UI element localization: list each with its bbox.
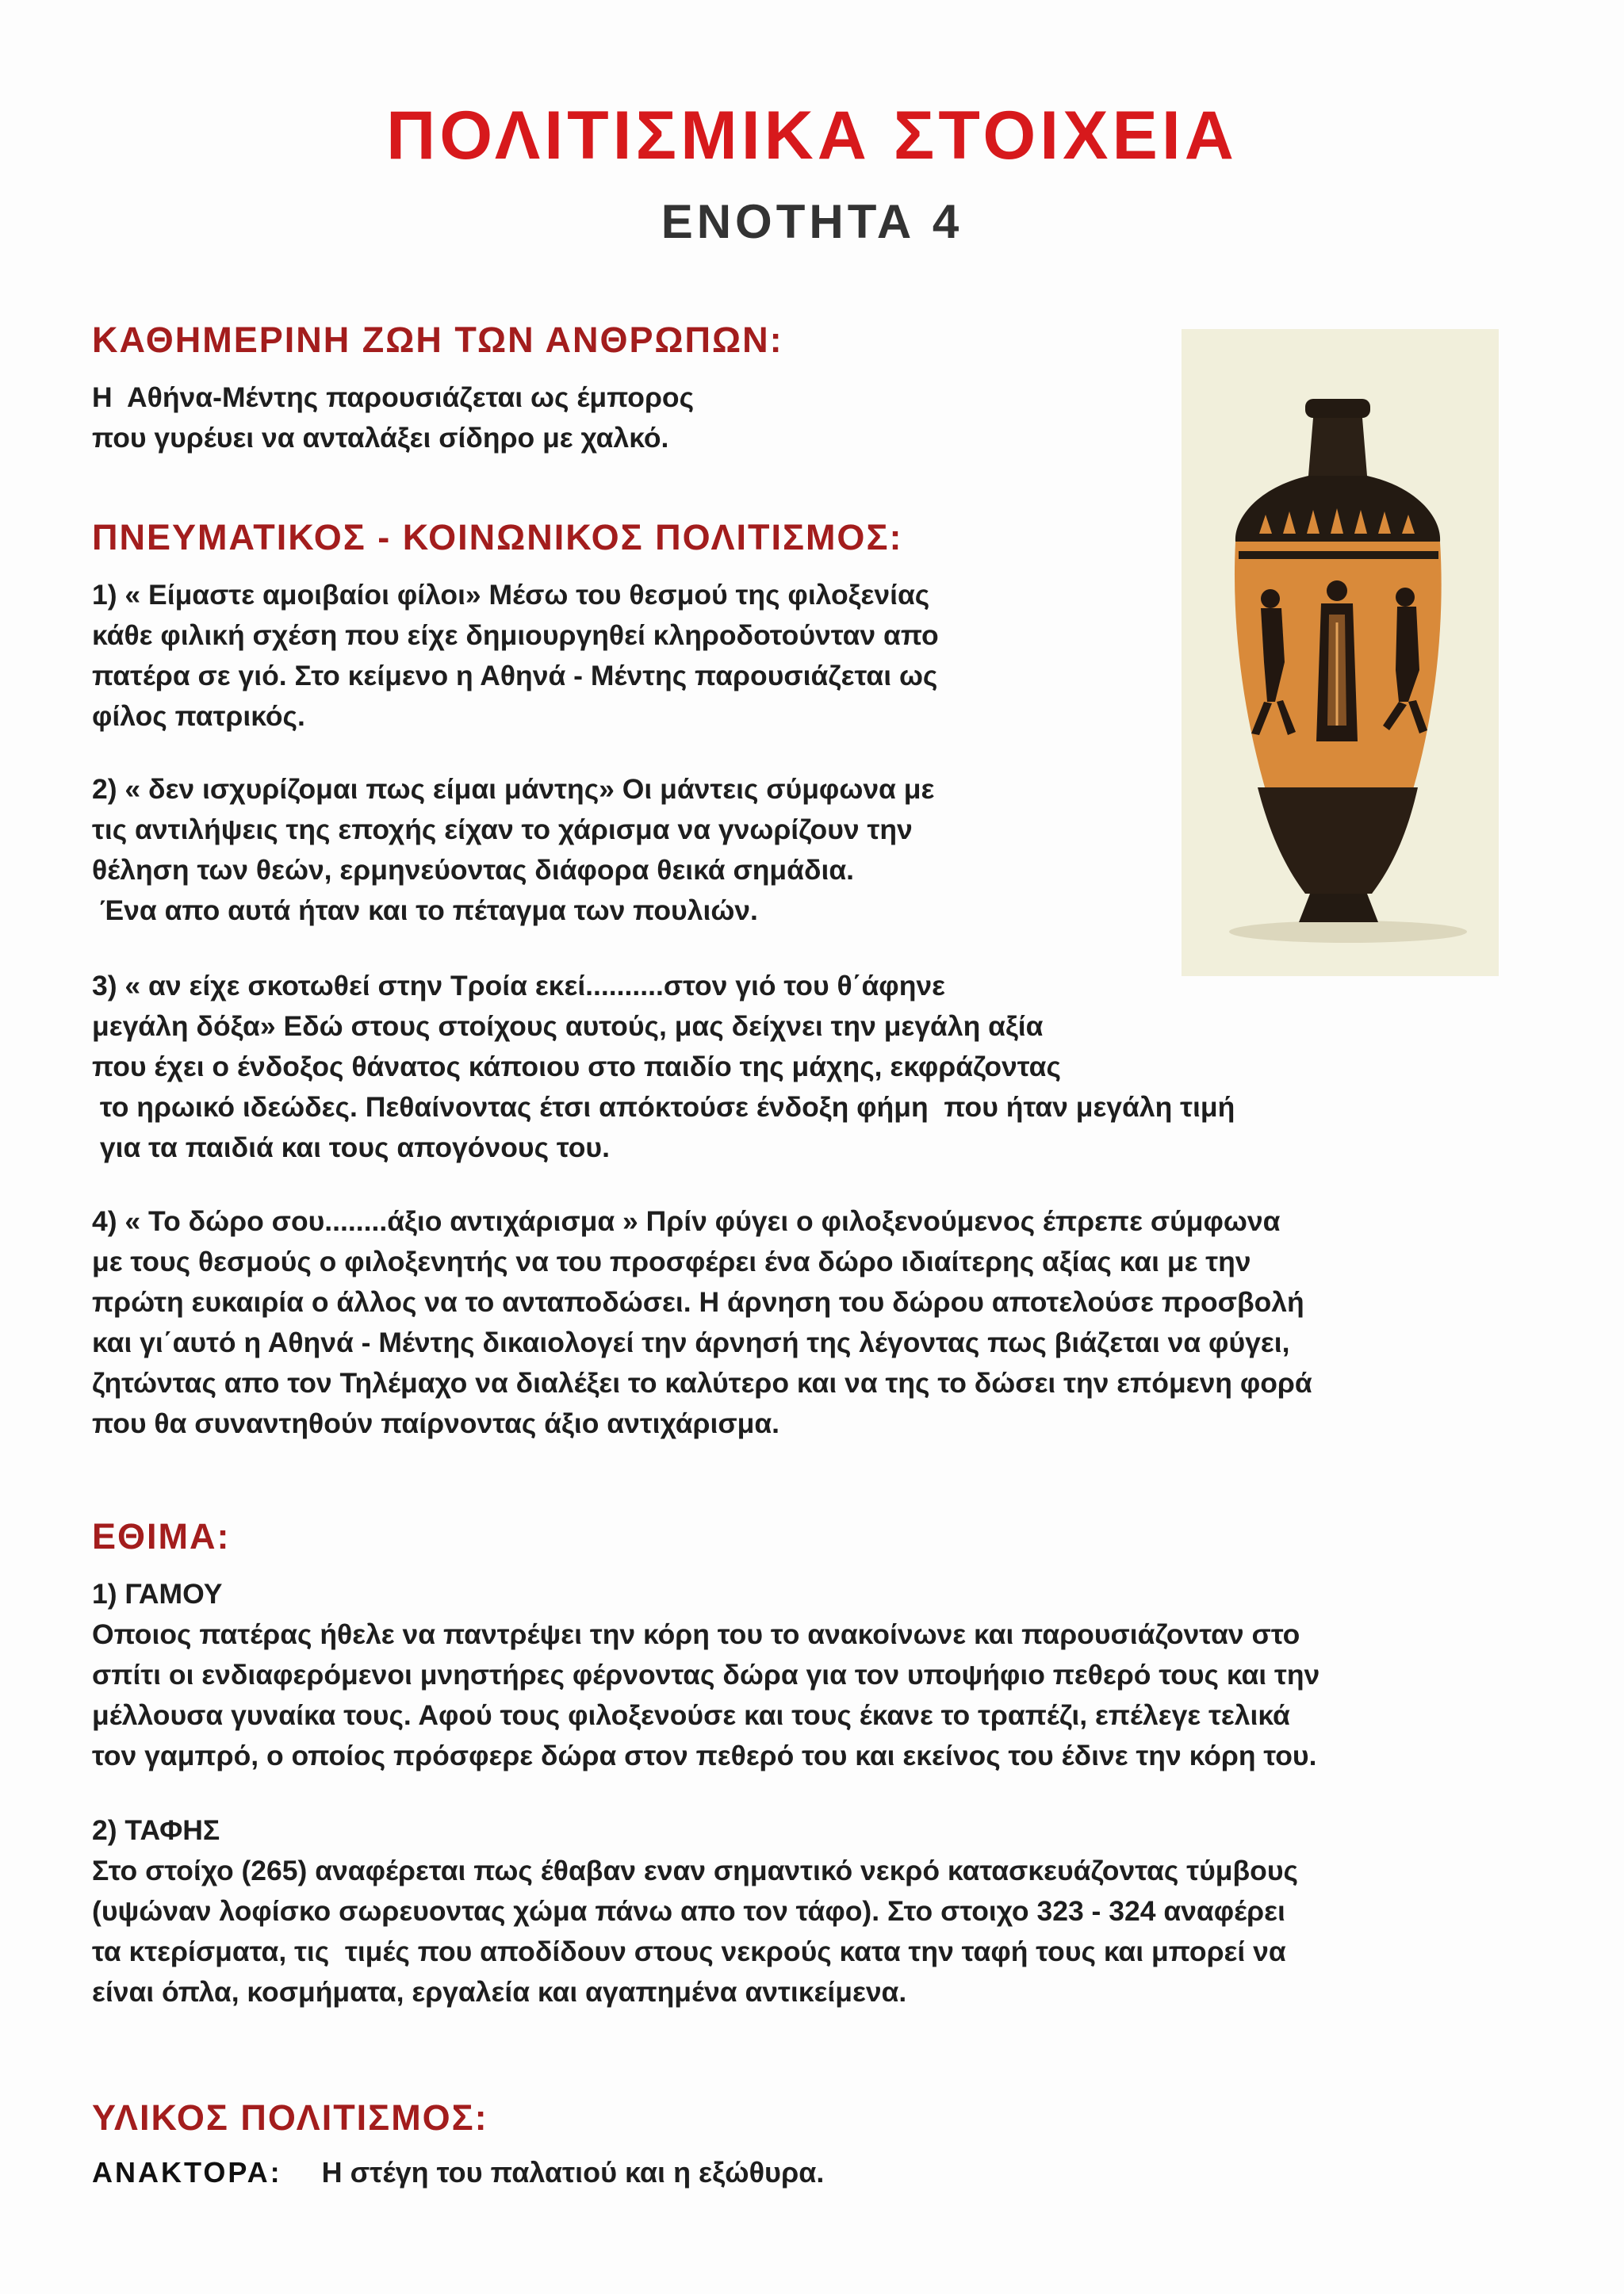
page-subtitle: ΕΝΟΤΗΤΑ 4 [661,195,963,248]
spiritual-paragraph-1: 1) « Είμαστε αμοιβαίοι φίλοι» Μέσω του θεσμού της φιλοξενίας κάθε φιλική σχέση που είχε δημιουργηθεί κληροδοτούνταν απο πατέρα σε γιό. Στο κείμενο η Αθηνά - Μέντης παρουσιάζεται ως φίλος πατρικός. [92,579,939,732]
spiritual-paragraph-2: 2) « δεν ισχυρίζομαι πως είμαι μάντης» Οι μάντεις σύμφωνα με τις αντιλήψεις της εποχής είχαν το χάρισμα να γνωρίζουν την θέληση των θεών, ερμηνεύοντας διάφορα θεικά σημάδια. Ένα απο αυτά ήταν και το πέταγμα των πουλιών. [92,773,935,926]
heading-spiritual-social: ΠΝΕΥΜΑΤΙΚΟΣ - ΚΟΙΝΩΝΙΚΟΣ ΠΟΛΙΤΙΣΜΟΣ: [92,517,903,557]
customs-burial: 2) ΤΑΦΗΣ Στο στοίχο (265) αναφέρεται πως έθαβαν εναν σημαντικό νεκρό κατασκευάζοντας τύμβους (υψώναν λοφίσκο σωρευοντας χώμα πάνω απο τον τάφο). Στο στοιχο 323 - 324 αναφέρει τα κτερίσματα, τις τιμές που αποδίδουν στους νεκρούς κατα την ταφή τους και μπορεί να είναι όπλα, κοσμήματα, εργαλεία και αγαπημένα αντικείμενα. [92,1814,1298,2008]
heading-customs: ΕΘΙΜΑ: [92,1516,231,1557]
page-title: ΠΟΛΙΤΙΣΜΙΚΑ ΣΤΟΙΧΕΙΑ [386,98,1238,174]
palace-line [92,2158,824,2187]
heading-daily-life: ΚΑΘΗΜΕΡΙΝΗ ΖΩΗ ΤΩΝ ΑΝΘΡΩΠΩΝ: [92,320,783,360]
spiritual-paragraph-4: 4) « Το δώρο σου........άξιο αντιχάρισμα » Πρίν φύγει ο φιλοξενούμενος έπρεπε σύμφωνα με τους θεσμούς ο φιλοξενητής να του προσφέρει ένα δώρο ιδιαίτερης αξίας και με την πρώτη ευκαιρία ο άλλος να το ανταποδώσει. Η άρνηση του δώρου αποτελούσε προσβολή και γι΄αυτό η Αθηνά - Μέντης δικαιολογεί την άρνησή της λέγοντας πως βιάζεται να φύγει, ζητώντας απο τον Τηλέμαχο να διαλέξει το καλύτερο και να της το δώσει την επόμενη φορά που θα συναντηθούν παίρνοντας άξιο αντιχάρισμα. [92,1205,1312,1439]
daily-life-text: Η Αθήνα-Μέντης παρουσιάζεται ως έμπορος που γυρέυει να ανταλάξει σίδηρο με χαλκό. [92,381,695,454]
palace-description: Η στέγη του παλατιού και η εξώθυρα. [321,2156,825,2189]
heading-material-culture: ΥΛΙΚΟΣ ΠΟΛΙΤΙΣΜΟΣ: [92,2097,488,2138]
customs-wedding: 1) ΓΑΜΟΥ Οποιος πατέρας ήθελε να παντρέψει την κόρη του το ανακοίνωνε και παρουσιάζονταν στο σπίτι οι ενδιαφερόμενοι μνηστήρες φέρνοντας δώρα για τον υποψήφιο πεθερό τους και την μέλλουσα γυναίκα τους. Αφού τους φιλοξενούσε και τους έκανε το τραπέζι, επέλεγε τελικά τον γαμπρό, ο οποίος πρόσφερε δώρα στον πεθερό του και εκείνος του έδινε την κόρη του. [92,1578,1320,1771]
palace-label: ΑΝΑΚΤΟΡΑ: [92,2156,282,2189]
spiritual-paragraph-3: 3) « αν είχε σκοτωθεί στην Τροία εκεί..........στον γιό του θ΄άφηνε μεγάλη δόξα» Εδώ στους στοίχους αυτούς, μας δείχνει την μεγάλη αξία που έχει ο ένδοξος θάνατος κάποιου στο παιδίο της μάχης, εκφράζοντας το ηρωικό ιδεώδες. Πεθαίνοντας έτσι απόκτούσε ένδοξη φήμη που ήταν μεγάλη τιμή για τα παιδιά και τους απογόνους του. [92,970,1235,1163]
lekythos-vase-image [1182,329,1499,976]
